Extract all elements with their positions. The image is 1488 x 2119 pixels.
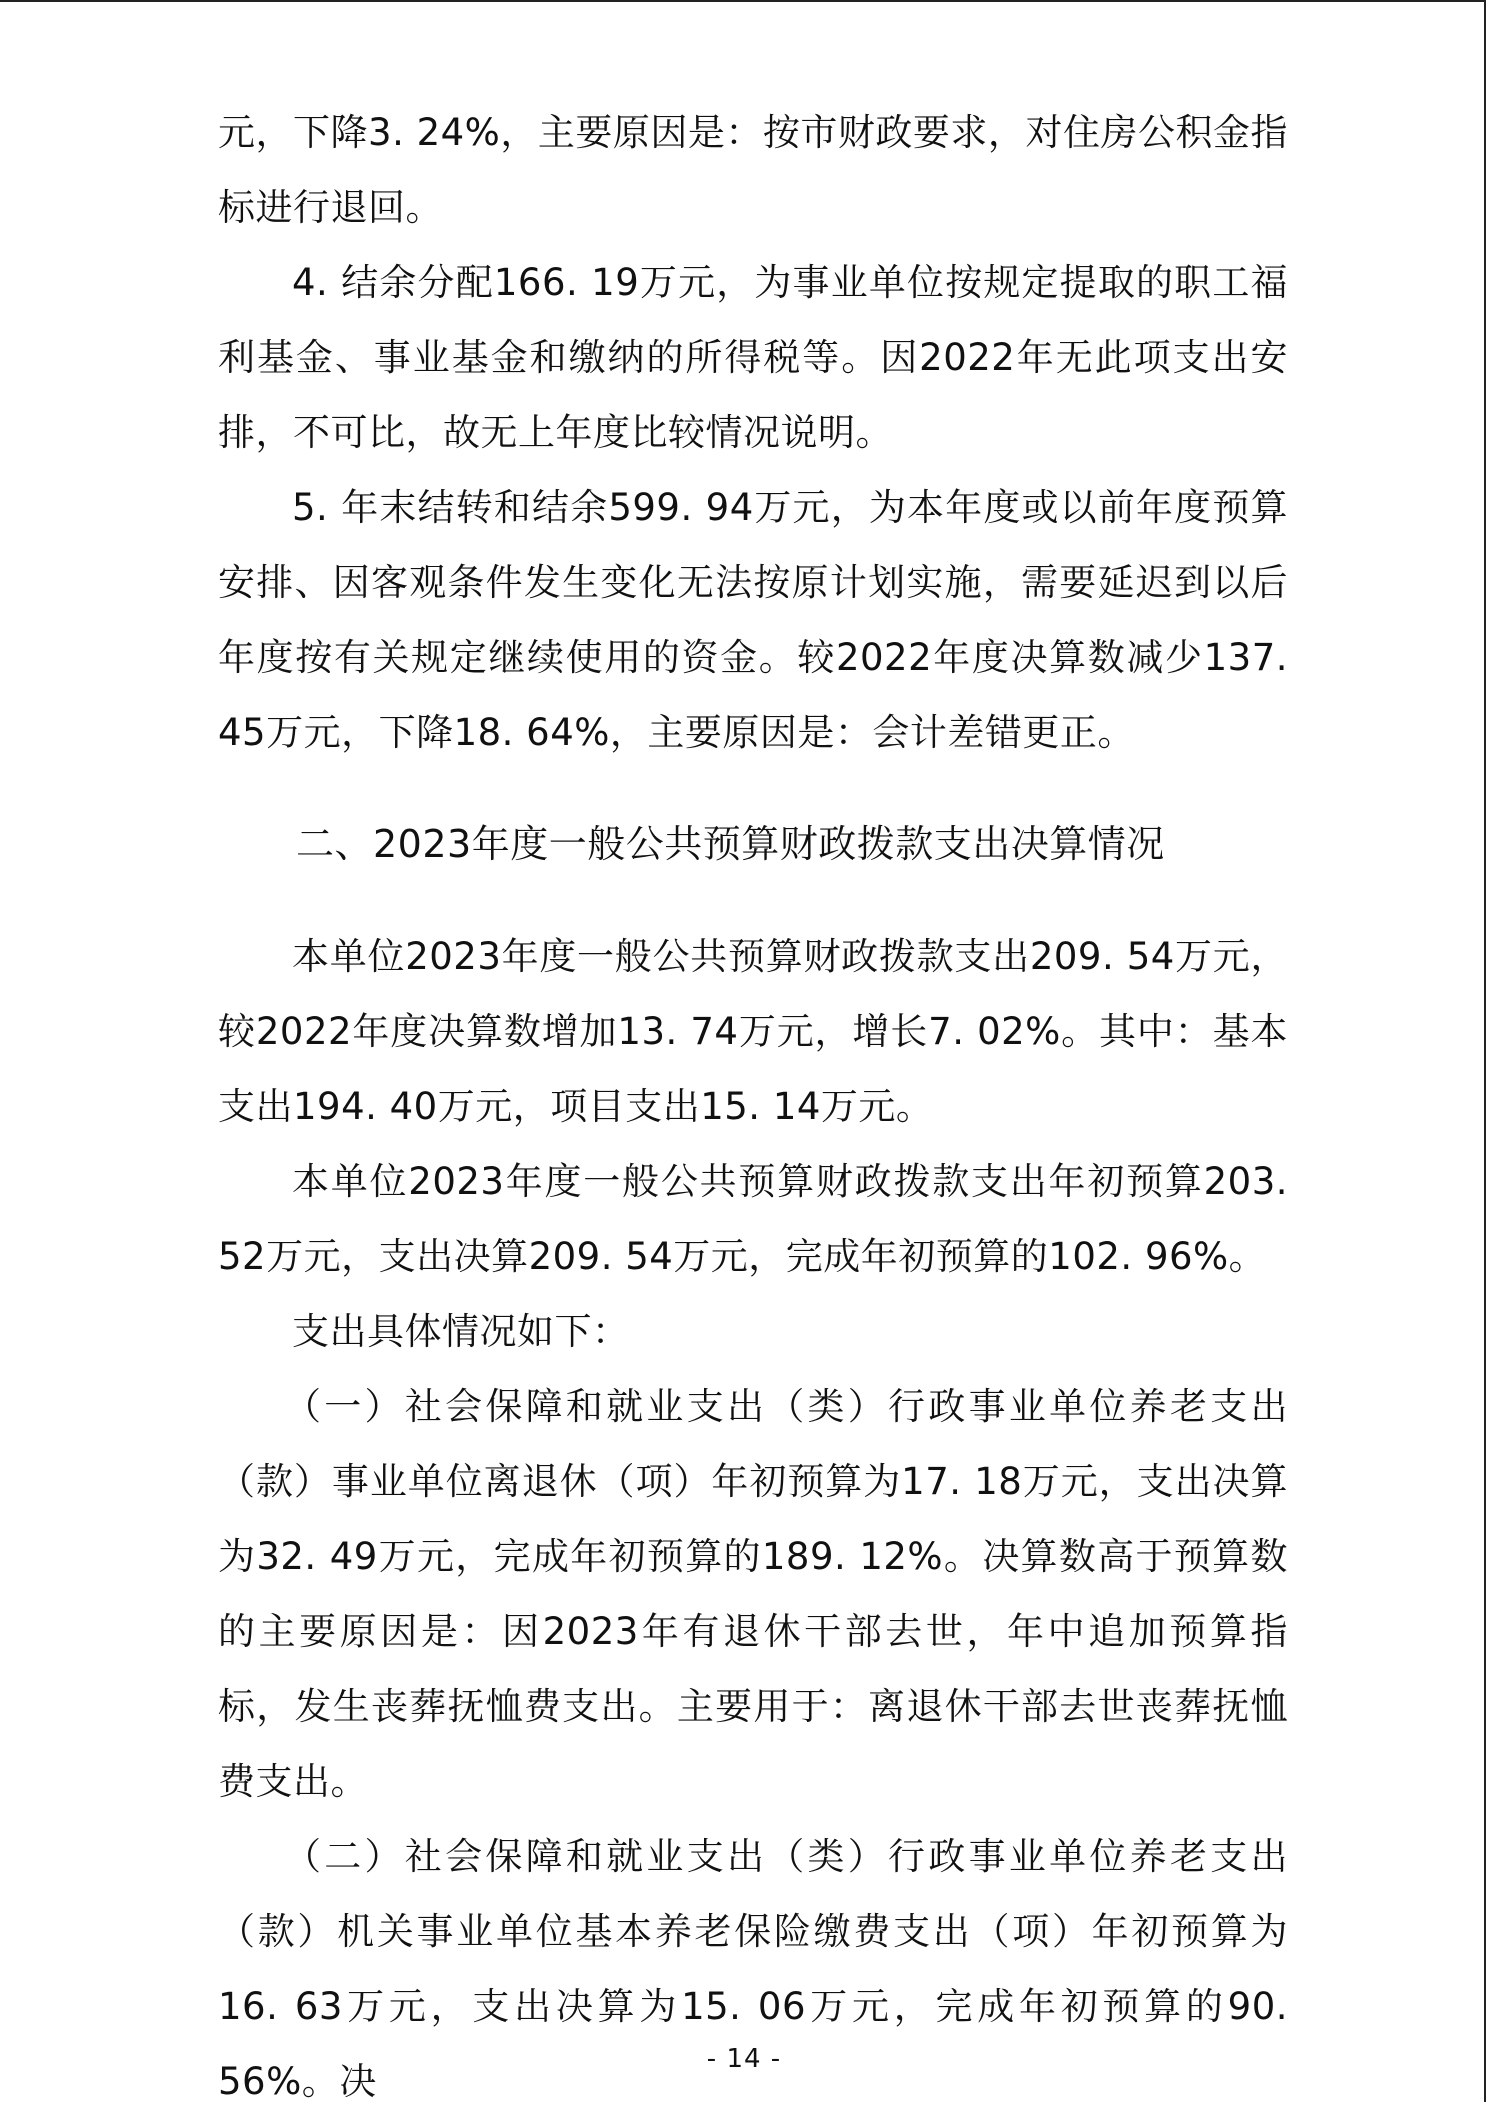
paragraph-surplus-distribution: 4. 结余分配166. 19万元，为事业单位按规定提取的职工福利基金、事业基金和缴纳的所得税等。因2022年无此项支出安排，不可比，故无上年度比较情况说明。 bbox=[218, 261, 1288, 454]
page-number: - 14 - bbox=[706, 2044, 782, 2074]
paragraph-details-intro: 支出具体情况如下： bbox=[292, 1310, 630, 1353]
paragraph-item-two: （二）社会保障和就业支出（类）行政事业单位养老支出（款）机关事业单位基本养老保险缴费支出（项）年初预算为16. 63万元，支出决算为15. 06万元，完成年初预算的90. 56%。决 bbox=[218, 1835, 1288, 2103]
section-heading: 二、2023年度一般公共预算财政拨款支出决算情况 bbox=[296, 822, 1165, 866]
paragraph-budget-completion: 本单位2023年度一般公共预算财政拨款支出年初预算203. 52万元，支出决算209. 54万元，完成年初预算的102. 96%。 bbox=[218, 1160, 1288, 1278]
document-body bbox=[218, 95, 1288, 2119]
paragraph-year-end-carryover: 5. 年末结转和结余599. 94万元，为本年度或以前年度预算安排、因客观条件发生变化无法按原计划实施，需要延迟到以后年度按有关规定继续使用的资金。较2022年度决算数减少137. 45万元，下降18. 64%，主要原因是：会计差错更正。 bbox=[218, 486, 1288, 754]
paragraph-item-one: （一）社会保障和就业支出（类）行政事业单位养老支出（款）事业单位离退休（项）年初预算为17. 18万元，支出决算为32. 49万元，完成年初预算的189. 12%。决算数高于预算数的主要原因是：因2023年有退休干部去世，年中追加预算指标，发生丧葬抚恤费支出。主要用于：离退休干部去世丧葬抚恤费支出。 bbox=[218, 1385, 1288, 1803]
paragraph-housing-fund-continuation: 元，下降3. 24%，主要原因是：按市财政要求，对住房公积金指标进行退回。 bbox=[218, 111, 1288, 229]
paragraph-expenditure-summary: 本单位2023年度一般公共预算财政拨款支出209. 54万元，较2022年度决算数增加13. 74万元，增长7. 02%。其中：基本支出194. 40万元，项目支出15. 14万元。 bbox=[218, 935, 1288, 1128]
